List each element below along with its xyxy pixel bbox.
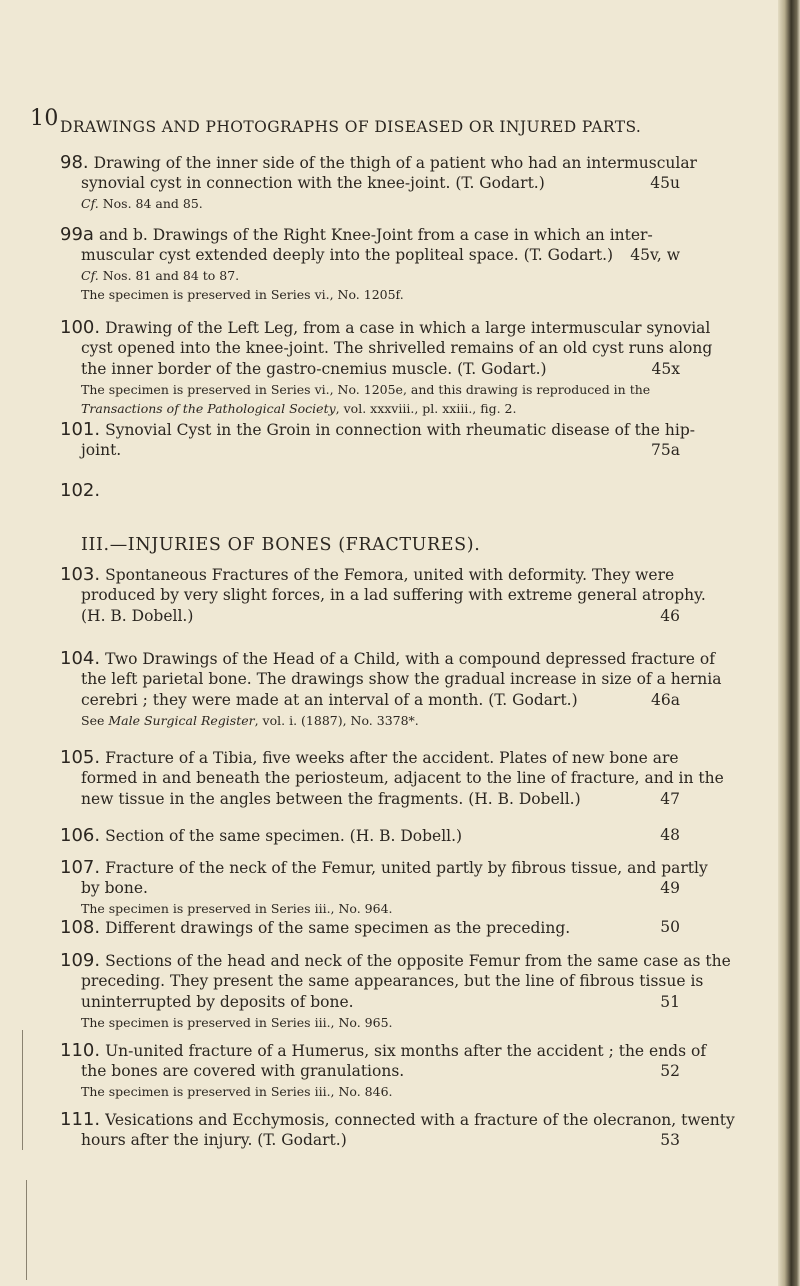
plate-reference: 75a <box>651 441 680 459</box>
entry-number: 102. <box>60 480 101 501</box>
entry-note <box>60 380 680 399</box>
catalogue-entry <box>60 1109 735 1151</box>
entry-number: 106. <box>60 825 101 846</box>
margin-mark <box>26 1180 27 1280</box>
entry-text: uninterrupted by deposits of bone. <box>81 993 354 1011</box>
entry-text: Spontaneous Fractures of the Femora, united with deformity. They were <box>105 566 675 584</box>
entry-note <box>60 266 680 285</box>
entry-line <box>60 152 697 173</box>
entry-line <box>60 789 680 810</box>
entry-line <box>60 950 731 971</box>
note-italic: Transactions of the Pathological Society <box>81 401 336 416</box>
entry-line <box>60 878 680 899</box>
entry-text: the inner border of the gastro-cnemius muscle. (T. Godart.) <box>81 360 547 378</box>
note-text: The specimen is preserved in Series vi., No. 1205e, and this drawing is reproduced in the <box>81 382 651 397</box>
catalogue-entry <box>60 419 695 461</box>
entry-line <box>60 1061 680 1082</box>
entry-text: formed in and beneath the periosteum, adjacent to the line of fracture, and in the <box>81 769 724 787</box>
entry-number: 107. <box>60 857 101 878</box>
entry-line <box>60 992 680 1013</box>
note-text: The specimen is preserved in Series vi., No. 1205f. <box>81 287 404 302</box>
entry-number: 105. <box>60 747 101 768</box>
entry-line <box>60 480 680 501</box>
page-number: 10 <box>30 106 59 131</box>
note-text: Nos. 81 and 84 to 87. <box>98 268 240 283</box>
entry-note <box>60 285 680 304</box>
note-italic: Male Surgical Register <box>108 713 255 728</box>
entry-note <box>60 1082 680 1101</box>
plate-reference: 46 <box>660 607 680 625</box>
plate-reference: 49 <box>660 879 680 897</box>
entry-line <box>60 224 680 245</box>
catalogue-entry <box>60 224 680 304</box>
entry-text: Fracture of a Tibia, five weeks after the accident. Plates of new bone are <box>105 749 679 767</box>
entry-line <box>60 768 724 789</box>
entry-line <box>60 419 695 440</box>
entry-text: Synovial Cyst in the Groin in connection with rheumatic disease of the hip- <box>105 421 695 439</box>
entry-text: Different drawings of the same specimen as the preceding. <box>105 919 571 937</box>
entry-text: Drawing of the inner side of the thigh of a patient who had an intermuscular <box>93 154 697 172</box>
plate-reference: 47 <box>660 790 680 808</box>
running-title: DRAWINGS AND PHOTOGRAPHS OF DISEASED OR INJURED PARTS. <box>60 118 642 136</box>
entry-note <box>60 399 680 418</box>
catalogue-entry <box>60 917 680 938</box>
entry-line <box>60 971 704 992</box>
entry-note <box>60 711 680 730</box>
entry-text: muscular cyst extended deeply into the popliteal space. (T. Godart.) <box>81 246 614 264</box>
entry-line <box>60 606 680 627</box>
catalogue-entry <box>60 648 722 730</box>
entry-line <box>60 585 706 606</box>
entry-line <box>60 317 711 338</box>
entry-line <box>60 857 708 878</box>
note-text: Nos. 84 and 85. <box>98 196 203 211</box>
entry-number: 108. <box>60 917 101 938</box>
entry-text: preceding. They present the same appearances, but the line of fibrous tissue is <box>81 972 704 990</box>
entry-line <box>60 245 680 266</box>
entry-number: 111. <box>60 1109 101 1130</box>
entry-line <box>60 747 680 768</box>
entry-text: produced by very slight forces, in a lad suffering with extreme general atrophy. <box>81 586 706 604</box>
plate-reference: 48 <box>660 826 680 844</box>
entry-line <box>60 440 680 461</box>
note-text: , vol. i. (1887), No. 3378*. <box>254 713 419 728</box>
note-text: The specimen is preserved in Series iii., No. 965. <box>81 1015 393 1030</box>
page-edge-shadow <box>778 0 800 1286</box>
entry-text: new tissue in the angles between the fragments. (H. B. Dobell.) <box>81 790 581 808</box>
entry-line <box>60 173 680 194</box>
catalogue-entry <box>60 317 713 418</box>
entry-number: 109. <box>60 950 101 971</box>
entry-text: Sections of the head and neck of the opposite Femur from the same case as the <box>105 952 731 970</box>
entry-text: hours after the injury. (T. Godart.) <box>81 1131 347 1149</box>
entry-note <box>60 194 680 213</box>
entry-text: Drawing of the Left Leg, from a case in which a large intermuscular synovial <box>105 319 711 337</box>
entry-line <box>60 564 680 585</box>
entry-line <box>60 669 722 690</box>
plate-reference: 52 <box>660 1062 680 1080</box>
plate-reference: 45v, w <box>630 246 680 264</box>
entry-line <box>60 690 680 711</box>
entry-number: 100. <box>60 317 101 338</box>
entry-number: 98. <box>60 152 89 173</box>
catalogue-entry <box>60 564 706 627</box>
entry-number: 110. <box>60 1040 101 1061</box>
entry-number: 103. <box>60 564 101 585</box>
note-text: , vol. xxxviii., pl. xxiii., fig. 2. <box>335 401 517 416</box>
entry-line <box>60 1130 680 1151</box>
entry-text: the bones are covered with granulations. <box>81 1062 405 1080</box>
note-text: See <box>81 713 109 728</box>
entry-text: joint. <box>81 441 122 459</box>
catalogue-entry <box>60 480 680 501</box>
note-text: The specimen is preserved in Series iii., No. 964. <box>81 901 393 916</box>
entry-text: synovial cyst in connection with the knee-joint. (T. Godart.) <box>81 174 545 192</box>
entry-note <box>60 1013 680 1032</box>
entry-text: Un-united fracture of a Humerus, six months after the accident ; the ends of <box>105 1042 707 1060</box>
section-heading: III.—INJURIES OF BONES (FRACTURES). <box>81 535 481 555</box>
entry-number: 99a <box>60 224 94 245</box>
entry-text: (H. B. Dobell.) <box>81 607 194 625</box>
catalogue-entry <box>60 747 724 810</box>
note-italic: Cf. <box>81 196 99 211</box>
entry-line <box>60 338 713 359</box>
plate-reference: 51 <box>660 993 680 1011</box>
catalogue-entry <box>60 825 680 846</box>
entry-line <box>60 359 680 380</box>
plate-reference: 50 <box>660 918 680 936</box>
catalogue-entry <box>60 1040 707 1101</box>
plate-reference: 46a <box>651 691 680 709</box>
entry-text: cerebri ; they were made at an interval of a month. (T. Godart.) <box>81 691 578 709</box>
entry-text: the left parietal bone. The drawings show the gradual increase in size of a hernia <box>81 670 722 688</box>
entry-line <box>60 648 715 669</box>
entry-line <box>60 825 680 846</box>
entry-number: 101. <box>60 419 101 440</box>
plate-reference: 53 <box>660 1131 680 1149</box>
margin-mark <box>22 1030 23 1150</box>
entry-text: Section of the same specimen. (H. B. Dobell.) <box>105 827 463 845</box>
catalogue-entry <box>60 950 731 1032</box>
note-italic: Cf. <box>81 268 99 283</box>
entry-line <box>60 1109 735 1130</box>
entry-line <box>60 917 680 938</box>
entry-text: Two Drawings of the Head of a Child, with a compound depressed fracture of <box>105 650 715 668</box>
entry-text: Vesications and Ecchymosis, connected with a fracture of the olecranon, twenty <box>105 1111 735 1129</box>
catalogue-entry <box>60 152 697 213</box>
entry-text: Fracture of the neck of the Femur, united partly by fibrous tissue, and partly <box>105 859 708 877</box>
entry-note <box>60 899 680 918</box>
note-text: The specimen is preserved in Series iii., No. 846. <box>81 1084 393 1099</box>
entry-line <box>60 1040 707 1061</box>
entry-text: by bone. <box>81 879 148 897</box>
plate-reference: 45x <box>651 360 680 378</box>
catalogue-entry <box>60 857 708 918</box>
plate-reference: 45u <box>650 174 680 192</box>
entry-number: 104. <box>60 648 101 669</box>
running-header <box>30 106 690 142</box>
entry-text: cyst opened into the knee-joint. The shrivelled remains of an old cyst runs along <box>81 339 713 357</box>
entry-text: and b. Drawings of the Right Knee-Joint from a case in which an inter- <box>98 226 653 244</box>
